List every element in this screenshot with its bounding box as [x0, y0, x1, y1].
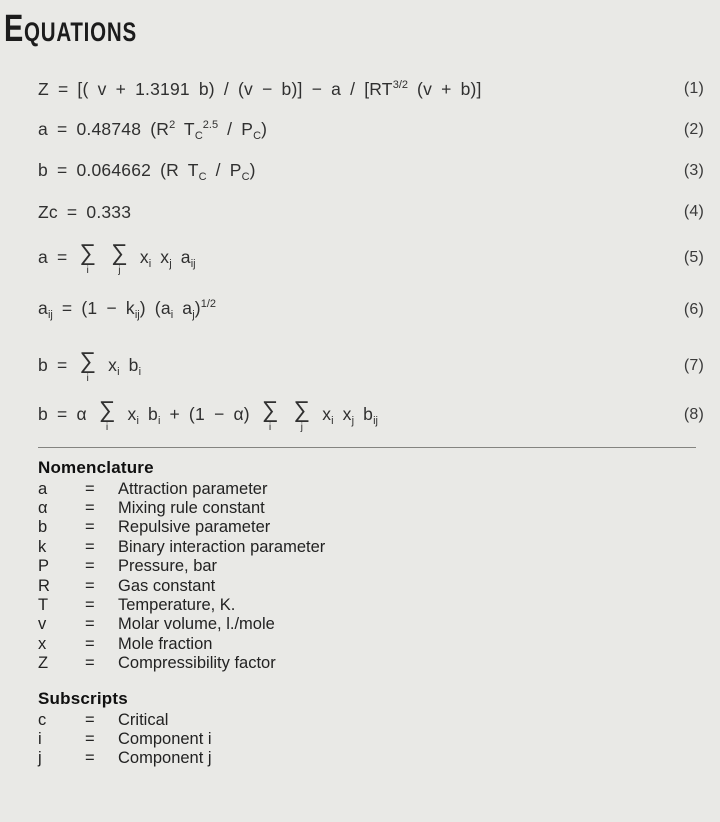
- equation-expression: Z = [( v + 1.3191 $b) / (v - b)] - a / [RT^{3/2}$ (v + b)]: [38, 78, 482, 99]
- superscript: 2.5: [202, 118, 219, 131]
- summation-index: i: [86, 264, 90, 276]
- equation-number: (6): [683, 300, 704, 318]
- equation-expression: Zc = 0.333: [38, 201, 132, 222]
- superscript: 1/2: [200, 298, 217, 310]
- subscript-row: [38, 711, 720, 730]
- summation-index: i: [86, 371, 90, 384]
- summation-symbol: [262, 398, 279, 433]
- subscript: i: [157, 414, 161, 427]
- superscript: 2: [169, 118, 176, 131]
- page-title: [4, 8, 548, 53]
- nomenclature-heading: Nomenclature: [38, 457, 154, 477]
- equation-expression: b = α ∑ i $x_i$ $b_i + (1 - \alpha)$ ∑ i ∑ j $x_i$ $x_j$ $b_{ij}$: [38, 396, 378, 433]
- summation-index: i: [105, 421, 109, 433]
- symbol: R: [38, 576, 50, 595]
- equals-sign: =: [85, 729, 95, 748]
- symbol: i: [38, 729, 42, 748]
- symbol: x: [38, 634, 47, 653]
- nomenclature-row: [38, 499, 720, 518]
- subscript: j: [169, 257, 172, 270]
- nomenclature-row: [38, 480, 720, 499]
- equation-row: [0, 398, 720, 433]
- nomenclature-row: [38, 518, 720, 537]
- subscript: C: [241, 170, 250, 183]
- equals-sign: =: [85, 576, 95, 595]
- definition: Mole fraction: [118, 634, 213, 653]
- equals-sign: =: [85, 654, 95, 673]
- equals-sign: =: [85, 615, 95, 634]
- equation-expression: b = 0.064662 (R $T_C / P_C$): [38, 159, 256, 183]
- summation-symbol: [99, 398, 116, 433]
- summation-symbol: [111, 241, 128, 276]
- sigma-glyph: ∑: [98, 396, 116, 422]
- definition: Compressibility factor: [118, 654, 276, 673]
- summation-index: j: [118, 264, 121, 276]
- nomenclature-row: [38, 577, 720, 596]
- subscripts-section: [38, 689, 720, 769]
- symbol: j: [38, 749, 42, 768]
- definition: Critical: [118, 710, 169, 729]
- nomenclature-row: [38, 538, 720, 557]
- equation-row: [0, 118, 720, 142]
- summation-index: j: [300, 421, 304, 433]
- definition: Repulsive parameter: [118, 518, 271, 537]
- subscript: C: [194, 129, 203, 142]
- equation-row: [0, 159, 720, 183]
- subscript: i: [136, 414, 139, 427]
- symbol: v: [38, 615, 47, 634]
- definition: Temperature, K.: [118, 595, 236, 614]
- definition: Pressure, bar: [118, 557, 218, 576]
- summation-symbol: [79, 241, 96, 276]
- equals-sign: =: [85, 537, 95, 556]
- symbol: a: [38, 479, 48, 498]
- subscript: ij: [373, 414, 378, 427]
- nomenclature-row: [38, 635, 720, 654]
- equals-sign: =: [85, 498, 95, 517]
- equation-number: (3): [683, 162, 704, 179]
- symbol: Z: [38, 654, 49, 673]
- nomenclature-row: [38, 654, 720, 673]
- subscript: i: [170, 309, 174, 321]
- nomenclature-list: [38, 480, 720, 674]
- equals-sign: =: [85, 518, 95, 537]
- equation-row: [0, 298, 720, 322]
- sigma-glyph: ∑: [111, 239, 128, 265]
- subscript: ij: [134, 309, 140, 321]
- superscript: 3/2: [392, 78, 408, 91]
- equation-expression: b = ∑ i $x_i$ $b_i$: [38, 346, 142, 384]
- sigma-glyph: ∑: [261, 396, 279, 422]
- equation-row: [0, 241, 720, 276]
- sigma-glyph: ∑: [79, 346, 97, 373]
- subscript: j: [351, 414, 355, 427]
- nomenclature-row: [38, 615, 720, 634]
- subscript: i: [117, 365, 120, 378]
- summation-symbol: [79, 346, 97, 384]
- subscript-row: [38, 749, 720, 768]
- nomenclature-row: [38, 596, 720, 615]
- equation-row: [0, 346, 720, 384]
- symbol: c: [38, 710, 47, 729]
- equation-expression: $a_{ij} = (1 - k_{ij})$ ($a_i$ $a_j)^{1/2}$: [38, 298, 217, 321]
- subscripts-heading: Subscripts: [38, 688, 128, 708]
- summation-symbol: [294, 398, 311, 433]
- symbol: k: [38, 537, 47, 556]
- subscript: i: [148, 257, 152, 270]
- definition: Mixing rule constant: [118, 498, 265, 517]
- subscript: ij: [190, 257, 196, 270]
- equals-sign: =: [85, 595, 95, 614]
- symbol: T: [38, 595, 49, 614]
- subscript-row: [38, 730, 720, 749]
- summation-index: i: [268, 421, 272, 433]
- equals-sign: =: [85, 749, 95, 768]
- equation-number: (1): [683, 80, 704, 97]
- subscript: C: [253, 129, 262, 142]
- definition: Binary interaction parameter: [118, 537, 326, 556]
- equation-number: (5): [683, 249, 704, 267]
- equation-row: [0, 200, 720, 224]
- equation-number: (8): [683, 406, 704, 424]
- equation-number: (7): [683, 356, 704, 374]
- definition: Component j: [118, 749, 212, 768]
- symbol: α: [38, 498, 48, 517]
- definition: Attraction parameter: [118, 479, 268, 498]
- definition: Gas constant: [118, 576, 216, 595]
- subscript: j: [192, 309, 195, 321]
- section-divider: [38, 447, 696, 448]
- equations-list: [0, 77, 720, 433]
- page-title-rest: QUATIONS: [24, 17, 137, 47]
- subscripts-list: [38, 711, 720, 769]
- sigma-glyph: ∑: [293, 396, 311, 422]
- equation-number: (2): [683, 121, 704, 138]
- equals-sign: =: [85, 634, 95, 653]
- symbol: P: [38, 557, 50, 576]
- equation-row: [0, 77, 720, 101]
- subscript: C: [198, 170, 207, 183]
- subscript: i: [331, 414, 334, 427]
- definition: Molar volume, l./mole: [118, 615, 275, 634]
- equation-number: (4): [683, 203, 704, 220]
- equals-sign: =: [85, 710, 95, 729]
- nomenclature-section: [38, 458, 720, 674]
- equals-sign: =: [85, 557, 95, 576]
- equation-expression: a = ∑ i ∑ j $x_i$ $x_j$ $a_{ij}$: [38, 239, 196, 276]
- page-title-initial: E: [4, 8, 25, 50]
- sigma-glyph: ∑: [79, 239, 97, 265]
- equals-sign: =: [85, 479, 95, 498]
- nomenclature-row: [38, 557, 720, 576]
- symbol: b: [38, 518, 48, 537]
- subscript: i: [138, 365, 142, 378]
- equation-expression: a = 0.48748 ($R^2$ $T_C^{2.5} / P_C$): [38, 118, 268, 142]
- subscript: ij: [47, 309, 53, 321]
- definition: Component i: [118, 729, 212, 748]
